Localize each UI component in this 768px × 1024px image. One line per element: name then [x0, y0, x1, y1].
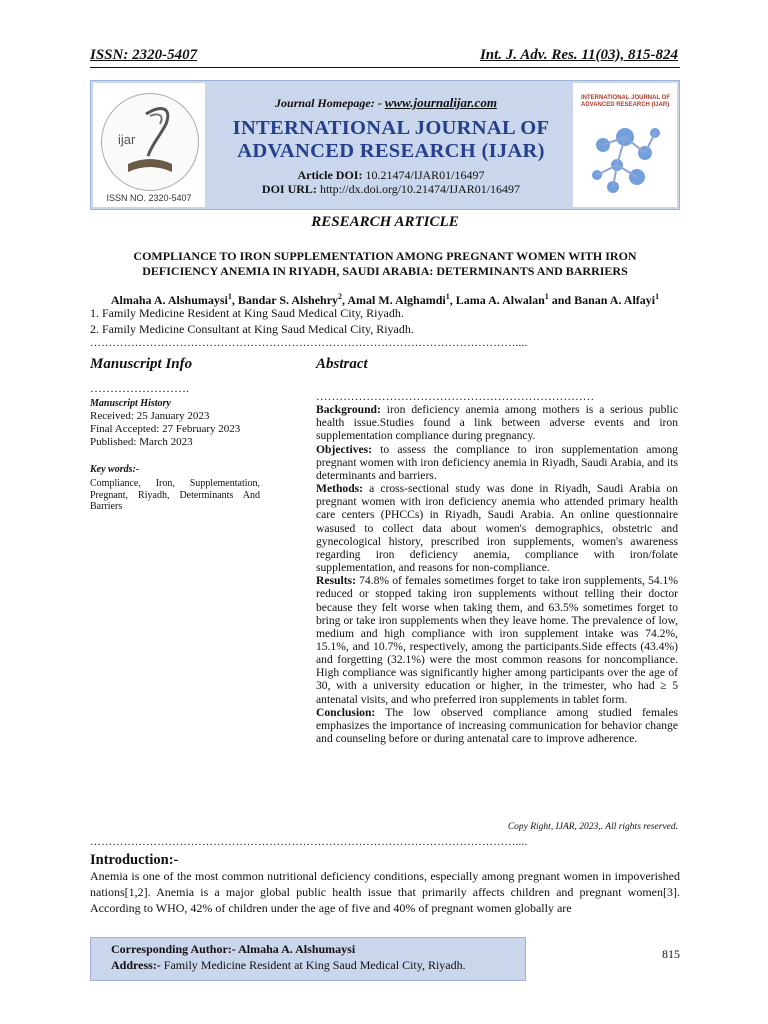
affiliation-2: 2. Family Medicine Consultant at King Saud Medical City, Riyadh. [90, 322, 414, 336]
dotted-separator: …………………………………………………………………………………………………….... [90, 836, 528, 848]
abstract-results: Results: 74.8% of females sometimes forget to take iron supplements, 54.1% reduced or stopped taking iron supplements without telling their doctor because they felt worse when taking them, and 63.5% sometimes forget to bring or take iron supplements when they leave home. The prevalence of low, medium and high compliance with iron supplement intake was 74.2%, 15.1%, and 10.7%, respectively, among the participants.Side effects (43.4%) and forgetting (32.1%) were the most common reasons for noncompliance. High compliance was significantly higher among participants over the age of 30, with a university education or higher, in the trimester, who had ≥ 5 antenatal visits, and who preferred iron supplements in tablet form. [316, 574, 678, 706]
corresponding-address: Address:- Family Medicine Resident at King Saud Medical City, Riyadh. [111, 958, 466, 972]
author: Amal M. Alghamdi$^1$, [347, 292, 456, 307]
header-rule [90, 67, 680, 68]
abstract-conclusion: Conclusion: The low observed compliance among studied females emphasizes the importance of increasing communication for behavior change and counseling before or during antenatal care to improve adherence. [316, 705, 678, 746]
issn-text: ISSN: 2320-5407 [90, 47, 198, 63]
author: Almaha A. Alshumaysi$^1$, [110, 292, 238, 307]
homepage-link[interactable]: www.journalijar.com [384, 95, 497, 110]
doi-url-link[interactable]: http://dx.doi.org/10.21474/IJAR01/16497 [319, 182, 521, 196]
final-accepted-date: Final Accepted: 27 February 2023 [90, 423, 241, 435]
doi-block [206, 168, 576, 196]
doi-url-label: DOI URL: [261, 182, 317, 196]
keywords-label: Key words:- [90, 464, 140, 475]
cover-title: INTERNATIONAL JOURNAL OF ADVANCED RESEARCH (IJAR) [581, 95, 671, 108]
running-header [90, 47, 678, 67]
received-date: Received: 25 January 2023 [90, 410, 210, 422]
abstract-heading: Abstract [316, 356, 368, 372]
affiliation-1: 1. Family Medicine Resident at King Saud Medical City, Riyadh. [90, 306, 404, 320]
manuscript-history-label: Manuscript History [90, 398, 171, 409]
introduction-heading: Introduction:- [90, 852, 179, 868]
journal-banner [90, 80, 680, 210]
copyright-notice: Copy Right, IJAR, 2023,. All rights reserved. [507, 822, 678, 832]
manuscript-info [90, 382, 260, 513]
keywords: Compliance, Iron, Supplementation, Pregnant, Riyadh, Determinants And Barriers [90, 478, 260, 512]
author: Bandar S. Alshehry$^2$, [237, 292, 348, 307]
paper-title [100, 249, 670, 279]
article-doi: 10.21474/IJAR01/16497 [365, 168, 485, 182]
introduction-body [90, 868, 680, 916]
journal-cover-thumbnail [573, 83, 677, 207]
abstract-dots: ……………………………………………………………… [316, 390, 595, 403]
page-number: 815 [662, 947, 680, 961]
abstract-objectives: Objectives: to assess the compliance to iron supplementation among pregnant women with iron deficiency anemia in Riyadh, Saudi Arabia, and its determinants and barriers. [316, 442, 678, 482]
author: Lama A. Alwalan$^1$ and [455, 292, 575, 307]
paper-title-line-2: DEFICIENCY ANEMIA IN RIYADH, SAUDI ARABIA: DETERMINANTS AND BARRIERS [142, 264, 628, 278]
citation-text: Int. J. Adv. Res. 11(03), 815-824 [479, 47, 678, 63]
author: Banan A. Alfayi$^1$ [574, 292, 660, 307]
quill-book-icon [102, 94, 198, 190]
abstract-background: Background: iron deficiency anemia among mothers is a serious public health issue.Studies found a link between adverse events and iron supplementation compliance during pregnancy. [316, 403, 678, 443]
article-type: RESEARCH ARTICLE [311, 214, 459, 230]
paper-title-line-1: COMPLIANCE TO IRON SUPPLEMENTATION AMONG PREGNANT WOMEN WITH IRON [133, 249, 637, 263]
manuscript-info-dots: ……………………. [90, 381, 189, 395]
homepage-label: Journal Homepage: - [275, 96, 382, 110]
logo-word: ijar [118, 132, 136, 147]
logo-issn: ISSN NO. 2320-5407 [106, 193, 192, 203]
dotted-separator: …………………………………………………………………………………………………….... [90, 337, 528, 349]
introduction-paragraph: Anemia is one of the most common nutritional deficiency conditions, especially among pregnant women in impoverished nations[1,2]. Anemia is a major global public health issue that primarily affects children and pregnant women[3]. According to WHO, 42% of children under the age of five and 40% of pregnant women globally are [90, 869, 680, 915]
published-date: Published: March 2023 [90, 436, 193, 448]
corresponding-author: Corresponding Author:- Almaha A. Alshumaysi [111, 942, 356, 956]
abstract-body [316, 390, 678, 745]
logo-circle [101, 93, 199, 191]
journal-homepage [211, 95, 561, 111]
molecule-cover-icon [573, 83, 677, 207]
journal-logo [93, 83, 205, 207]
corresponding-author-box [90, 937, 526, 981]
journal-title: INTERNATIONAL JOURNAL OF ADVANCED RESEARCH (IJAR) [232, 117, 550, 162]
abstract-methods: Methods: a cross-sectional study was done in Riyadh, Saudi Arabia on pregnant women with iron deficiency anemia who attended primary health care centers (PHCCs) in Riyadh, Saudi Arabia. An online questionnaire wasused to collect data about women's demographics, obstetric and gynecological history, prescribed iron supplements, women's awareness regarding iron deficiency anemia, compliance with iron/folate supplementation, and reasons for non-compliance. [316, 482, 678, 575]
manuscript-info-heading: Manuscript Info [90, 356, 193, 372]
article-doi-label: Article DOI: [297, 168, 363, 182]
